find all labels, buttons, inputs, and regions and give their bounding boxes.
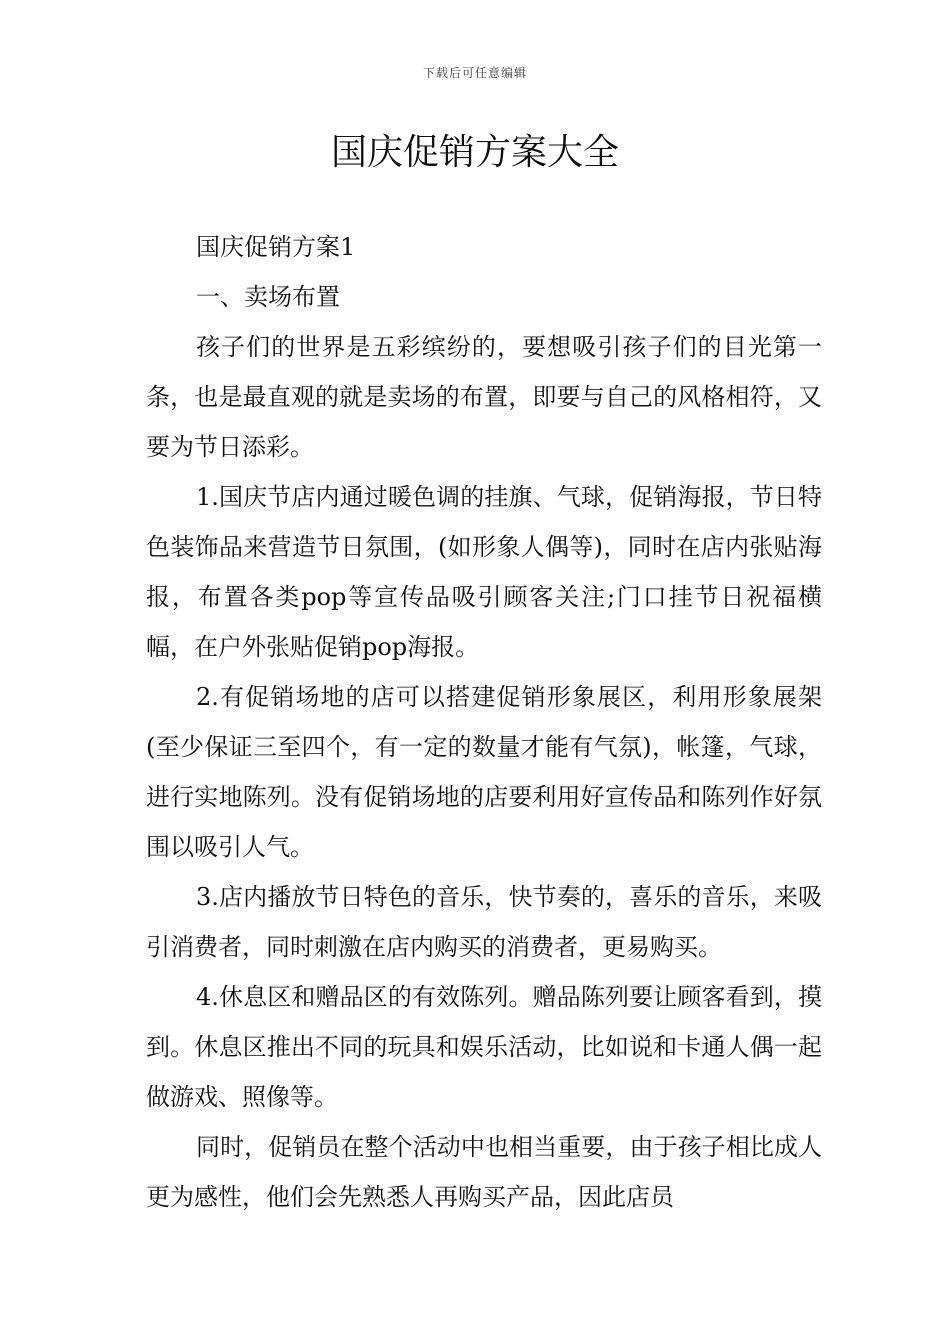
section-heading: 国庆促销方案1 <box>196 233 356 261</box>
document-body <box>146 222 822 1222</box>
body-paragraph: 同时，促销员在整个活动中也相当重要，由于孩子相比成人更为感性，他们会先熟悉人再购买产品，因此店员 <box>146 1133 822 1211</box>
body-paragraph: 1.国庆节店内通过暖色调的挂旗、气球，促销海报，节日特色装饰品来营造节日氛围，(如形象人偶等)，同时在店内张贴海报，布置各类pop等宣传品吸引顾客关注;门口挂节日祝福横幅，在户外张贴促销pop海报。 <box>146 483 822 661</box>
document-title: 国庆促销方案大全 <box>330 132 619 173</box>
body-paragraph: 2.有促销场地的店可以搭建促销形象展区，利用形象展架(至少保证三至四个，有一定的数量才能有气氛)，帐篷，气球，进行实地陈列。没有促销场地的店要利用好宣传品和陈列作好氛围以吸引人气。 <box>146 683 822 861</box>
body-paragraph: 孩子们的世界是五彩缤纷的，要想吸引孩子们的目光第一条，也是最直观的就是卖场的布置，即要与自己的风格相符，又要为节日添彩。 <box>146 333 822 461</box>
body-paragraph: 4.休息区和赠品区的有效陈列。赠品陈列要让顾客看到，摸到。休息区推出不同的玩具和娱乐活动，比如说和卡通人偶一起做游戏、照像等。 <box>146 983 822 1111</box>
subsection-heading: 一、卖场布置 <box>196 283 340 311</box>
body-paragraph: 3.店内播放节日特色的音乐，快节奏的，喜乐的音乐，来吸引消费者，同时刺激在店内购买的消费者，更易购买。 <box>146 883 822 961</box>
header-note: 下载后可任意编辑 <box>422 66 527 80</box>
